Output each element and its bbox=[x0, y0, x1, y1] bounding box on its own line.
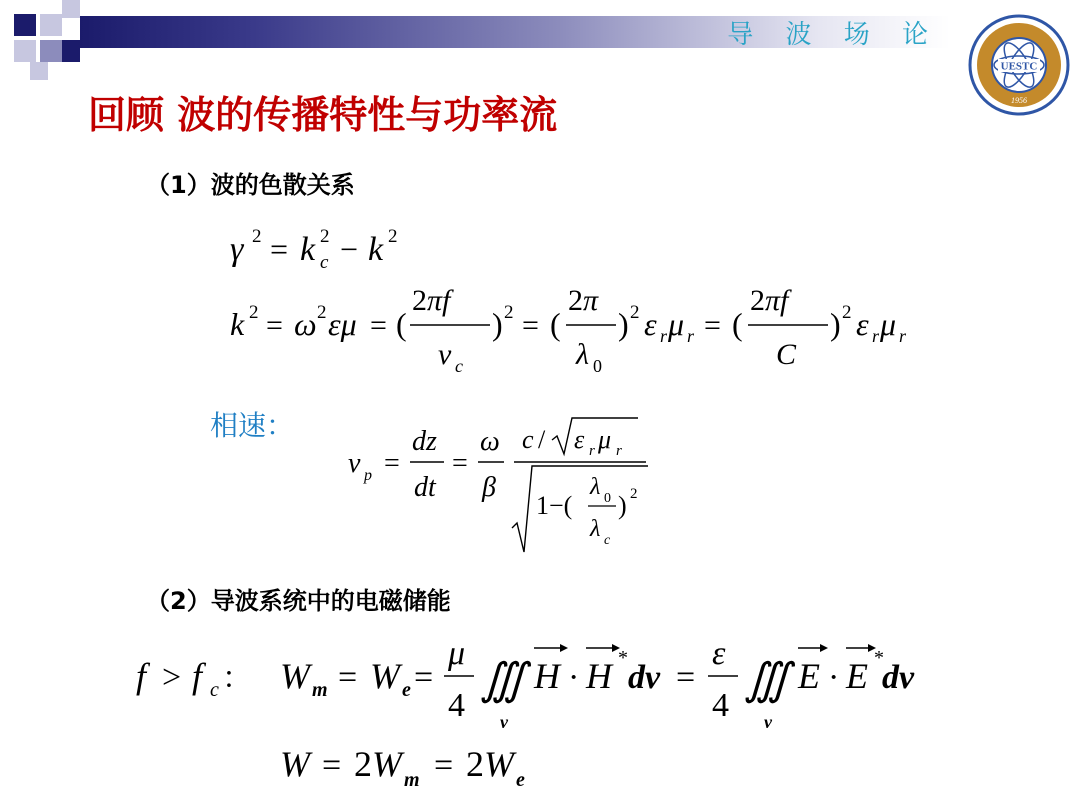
svg-text:c: c bbox=[522, 425, 534, 454]
svg-text:γ: γ bbox=[230, 231, 244, 268]
svg-text:e: e bbox=[402, 679, 411, 701]
svg-text:dt: dt bbox=[414, 472, 436, 503]
svg-text:m: m bbox=[312, 679, 328, 701]
svg-text:(: ( bbox=[732, 306, 743, 342]
svg-text:2: 2 bbox=[842, 302, 852, 323]
svg-text:r: r bbox=[899, 326, 907, 346]
svg-text:ε: ε bbox=[856, 306, 869, 342]
svg-text:εμ: εμ bbox=[328, 306, 357, 342]
svg-text:p: p bbox=[364, 467, 372, 484]
svg-text:β: β bbox=[482, 472, 496, 503]
svg-text:μ: μ bbox=[598, 425, 612, 454]
svg-text:): ) bbox=[830, 306, 841, 342]
wavenumber-equation bbox=[220, 280, 940, 380]
svg-text:(: ( bbox=[396, 306, 407, 342]
svg-text:f: f bbox=[192, 656, 203, 696]
svg-text:=: = bbox=[384, 448, 400, 479]
svg-text:c: c bbox=[455, 356, 463, 376]
svg-text:r: r bbox=[616, 443, 622, 459]
svg-text:v: v bbox=[438, 338, 452, 371]
svg-text:H: H bbox=[534, 656, 560, 696]
svg-text:=: = bbox=[522, 309, 539, 342]
svg-text:2W: 2W bbox=[354, 744, 402, 784]
svg-text:): ) bbox=[618, 491, 627, 520]
svg-text:W: W bbox=[280, 656, 310, 696]
svg-text:r: r bbox=[660, 326, 668, 346]
logo-text: UESTC bbox=[1000, 60, 1038, 73]
svg-text:0: 0 bbox=[604, 491, 611, 506]
svg-text:dz: dz bbox=[412, 426, 437, 457]
svg-text:ω: ω bbox=[294, 306, 317, 342]
svg-text:): ) bbox=[492, 306, 503, 342]
svg-text:2π: 2π bbox=[568, 284, 599, 317]
svg-text:μ: μ bbox=[668, 306, 685, 342]
svg-text:W: W bbox=[280, 744, 310, 784]
svg-text:4: 4 bbox=[448, 687, 465, 724]
svg-text:2: 2 bbox=[320, 226, 330, 247]
logo-year: 1956 bbox=[1011, 96, 1027, 105]
svg-text:c: c bbox=[604, 533, 611, 548]
svg-text:2: 2 bbox=[504, 302, 514, 323]
svg-text:r: r bbox=[687, 326, 695, 346]
section-2-heading: （2）导波系统中的电磁储能 bbox=[146, 587, 451, 615]
svg-text:=: = bbox=[266, 309, 283, 342]
svg-text:e: e bbox=[516, 769, 525, 791]
svg-text:v: v bbox=[500, 712, 508, 732]
svg-text:=: = bbox=[452, 448, 468, 479]
svg-text:=: = bbox=[704, 309, 721, 342]
svg-text:2: 2 bbox=[317, 302, 327, 323]
svg-text:m: m bbox=[404, 769, 420, 791]
svg-text:=: = bbox=[414, 659, 434, 696]
svg-text:c: c bbox=[210, 679, 219, 701]
total-energy-equation bbox=[270, 738, 570, 798]
svg-text:W: W bbox=[370, 656, 400, 696]
slide-title: 回顾 波的传播特性与功率流 bbox=[88, 92, 558, 137]
svg-text:2: 2 bbox=[252, 226, 262, 247]
svg-text:2: 2 bbox=[630, 302, 640, 323]
svg-text:k: k bbox=[230, 306, 245, 342]
svg-text:v: v bbox=[764, 712, 772, 732]
svg-text:E: E bbox=[798, 656, 820, 696]
svg-text:=: = bbox=[370, 309, 387, 342]
svg-text:c: c bbox=[320, 252, 329, 272]
svg-text:C: C bbox=[776, 338, 797, 371]
svg-text:2πf: 2πf bbox=[412, 284, 451, 317]
svg-text:2: 2 bbox=[249, 302, 259, 323]
svg-text:λ: λ bbox=[590, 474, 601, 500]
svg-text:k: k bbox=[368, 231, 384, 268]
svg-text:ε: ε bbox=[574, 425, 585, 454]
svg-text:): ) bbox=[618, 306, 629, 342]
svg-text:0: 0 bbox=[593, 356, 602, 376]
svg-text:(: ( bbox=[550, 306, 561, 342]
svg-text:E: E bbox=[846, 656, 868, 696]
svg-text:=: = bbox=[270, 231, 289, 267]
svg-text:=: = bbox=[676, 659, 696, 696]
svg-text:2: 2 bbox=[388, 226, 398, 247]
svg-text:=: = bbox=[434, 747, 454, 784]
svg-text:2: 2 bbox=[630, 486, 638, 502]
svg-text:·: · bbox=[568, 659, 580, 696]
svg-text:r: r bbox=[589, 443, 595, 459]
svg-text:>: > bbox=[162, 659, 182, 696]
university-logo bbox=[968, 14, 1070, 116]
svg-text:=: = bbox=[322, 747, 342, 784]
svg-text:−: − bbox=[340, 231, 359, 267]
svg-text:*: * bbox=[618, 647, 628, 669]
svg-text:λ: λ bbox=[576, 338, 589, 371]
svg-text:/: / bbox=[538, 425, 546, 454]
svg-text:ω: ω bbox=[480, 426, 500, 457]
svg-text:2πf: 2πf bbox=[750, 284, 789, 317]
svg-text:μ: μ bbox=[880, 306, 897, 342]
svg-text:r: r bbox=[872, 326, 880, 346]
phase-velocity-label: 相速： bbox=[210, 409, 295, 442]
energy-equation bbox=[130, 628, 930, 738]
svg-text:λ: λ bbox=[590, 516, 601, 542]
svg-text:1−(: 1−( bbox=[536, 491, 573, 520]
svg-text:*: * bbox=[874, 647, 884, 669]
svg-text:μ: μ bbox=[448, 635, 466, 672]
svg-text:v: v bbox=[348, 448, 361, 479]
dispersion-equation bbox=[220, 222, 440, 272]
svg-text:4: 4 bbox=[712, 687, 729, 724]
svg-text:∭: ∭ bbox=[480, 655, 527, 704]
svg-text:=: = bbox=[338, 659, 358, 696]
svg-text:ε: ε bbox=[644, 306, 657, 342]
svg-text:H: H bbox=[586, 656, 612, 696]
course-title: 导 波 场 论 bbox=[727, 20, 940, 50]
svg-text:ε: ε bbox=[712, 635, 726, 672]
phase-velocity-equation bbox=[340, 410, 660, 560]
svg-text:·: · bbox=[828, 659, 840, 696]
svg-text:2W: 2W bbox=[466, 744, 514, 784]
svg-text:dv: dv bbox=[882, 659, 915, 696]
svg-text:f: f bbox=[136, 656, 147, 696]
svg-text:∭: ∭ bbox=[744, 655, 791, 704]
section-1-heading: （1）波的色散关系 bbox=[146, 171, 355, 199]
svg-text:：: ： bbox=[222, 662, 252, 695]
svg-text:k: k bbox=[300, 231, 316, 268]
svg-text:dv: dv bbox=[628, 659, 661, 696]
